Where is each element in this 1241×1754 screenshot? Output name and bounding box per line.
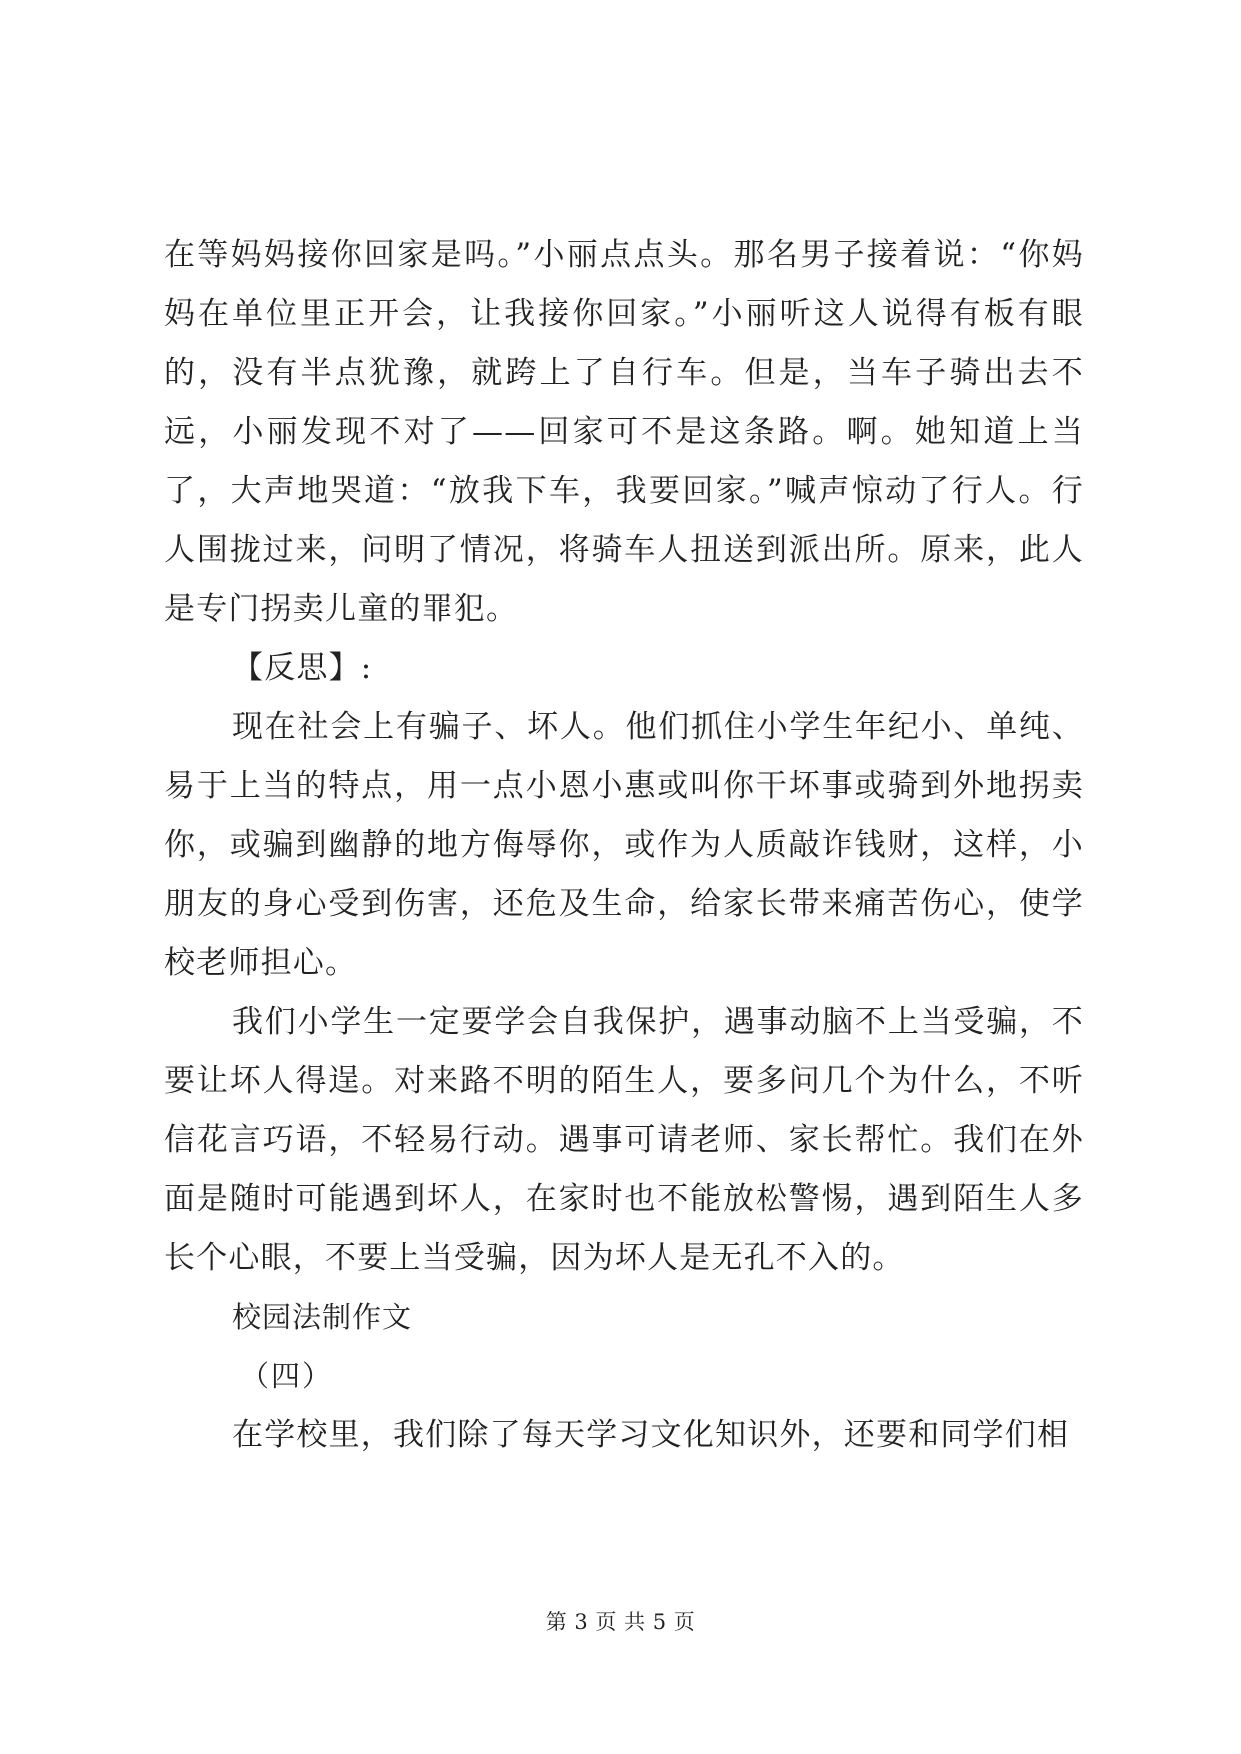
paragraph-reflection-1: 现在社会上有骗子、坏人。他们抓住小学生年纪小、单纯、易于上当的特点，用一点小恩小惠或叫你干坏事或骑到外地拐卖你，或骗到幽静的地方侮辱你，或作为人质敲诈钱财，这样，小朋友的身心受到伤害，还危及生命，给家长带来痛苦伤心，使学校老师担心。 — [164, 709, 1084, 981]
paragraph-reflection-2: 我们小学生一定要学会自我保护，遇事动脑不上当受骗，不要让坏人得逞。对来路不明的陌生人，要多问几个为什么，不听信花言巧语，不轻易行动。遇事可请老师、家长帮忙。我们在外面是随时可能遇到坏人，在家时也不能放松警惕，遇到陌生人多长个心眼，不要上当受骗，因为坏人是无孔不入的。 — [164, 1004, 1084, 1276]
heading-reflection: 【反思】: — [232, 650, 373, 686]
page-footer: 第 3 页 共 5 页 — [545, 1610, 696, 1634]
document-body — [164, 226, 1084, 1465]
paragraph-section-4-start: 在学校里，我们除了每天学习文化知识外，还要和同学们相 — [232, 1417, 1070, 1453]
section-number: （四） — [240, 1359, 334, 1393]
paragraph-story-continuation: 在等妈妈接你回家是吗。”小丽点点头。那名男子接着说：“你妈妈在单位里正开会，让我接你回家。”小丽听这人说得有板有眼的，没有半点犹豫，就跨上了自行车。但是，当车子骑出去不远，小丽发现不对了——回家可不是这条路。啊。她知道上当了，大声地哭道：“放我下车，我要回家。”喊声惊动了行人。行人围拢过来，问明了情况，将骑车人扭送到派出所。原来，此人是专门拐卖儿童的罪犯。 — [164, 237, 1084, 627]
section-title: 校园法制作文 — [232, 1300, 413, 1334]
